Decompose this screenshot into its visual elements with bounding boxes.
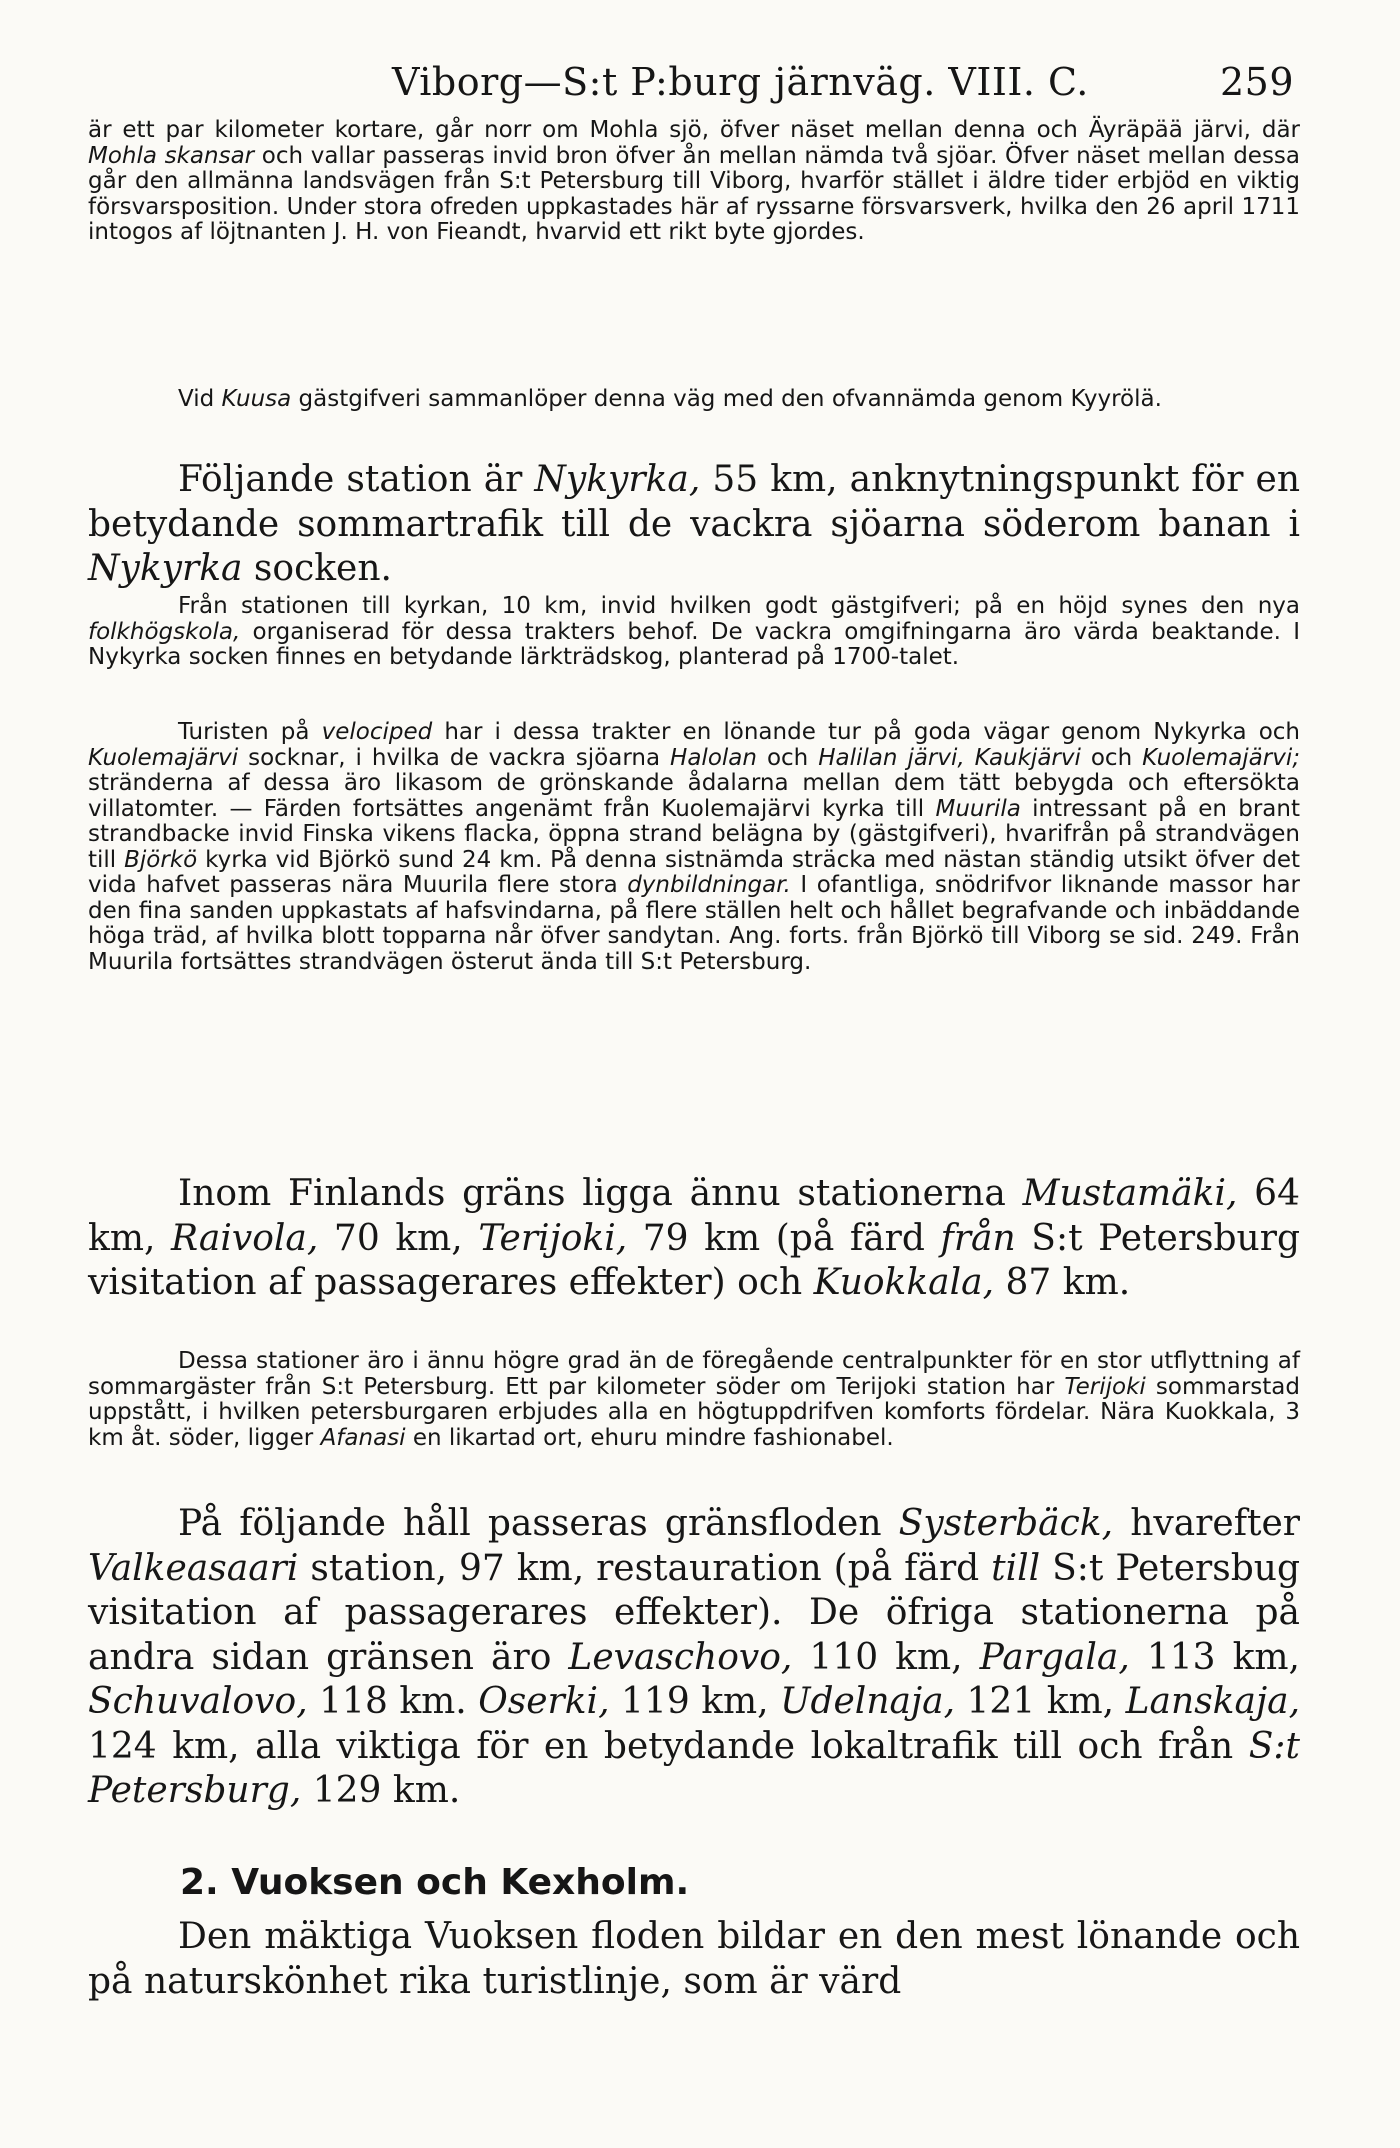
paragraph-border-stations: Inom Finlands gräns ligga ännu stationerna Mustamäki, 64 km, Raivola, 70 km, Terijoki, 79 km (på färd från S:t Petersburg visitation af passagerares effekter) och Kuokkala, 87 km. — [88, 1173, 1300, 1303]
place-name: Nykyrka — [88, 548, 243, 589]
emphasis: folkhögskola, — [88, 618, 241, 645]
paragraph-kuusa: Vid Kuusa gästgifveri sammanlöper denna väg med den ofvannämda genom Kyyrölä. — [178, 386, 1162, 412]
place-name: Nykyrka, — [534, 459, 701, 500]
place-name: Mohla skansar — [88, 142, 255, 169]
paragraph-systerback: På följande håll passeras gränsfloden Systerbäck, hvarefter Valkeasaari station, 97 km, restauration (på färd till S:t Petersbug visitation af passagerares effekter). De öfriga stationerna på andra sidan gränsen äro Levaschovo, 110 km, Pargala, 113 km, Schuvalovo, 118 km. Oserki, 119 km, Udelnaja, 121 km, Lanskaja, 124 km, alla viktiga för en betydande lokaltrafik till och från S:t Petersburg, 129 km. — [88, 1503, 1301, 1811]
paragraph-nykyrka-church: Från stationen till kyrkan, 10 km, invid hvilken godt gästgifveri; på en höjd synes den nya folkhögskola, organiserad för dessa trakters behof. De vackra omgifningarna äro värda beaktande. I Nykyrka socken finnes en betydande lärkträdskog, planterad på 1700-talet. — [88, 593, 1300, 670]
section-heading: 2. Vuoksen och Kexholm. — [180, 1862, 690, 1903]
paragraph-nykyrka-station: Följande station är Nykyrka, 55 km, anknytningspunkt för en betydande sommartrafik till de vackra sjöarna söderom banan i Nykyrka socken. — [88, 459, 1300, 589]
running-title: Viborg—S:t P:burg järnväg. VIII. C. — [392, 60, 1089, 104]
paragraph-cycling-tour: Turisten på velociped har i dessa trakter en lönande tur på goda vägar genom Nykyrka och Kuolemajärvi socknar, i hvilka de vackra sjöarna Halolan och Halilan järvi, Kaukjärvi och Kuolemajärvi; stränderna af dessa äro likasom de grönskande ådalarna mellan dem tätt bebygda och eftersökta villatomter. — Färden fortsättes angenämt från Kuolemajärvi kyrka till Muurila intressant på en brant strandbacke invid Finska vikens flacka, öppna strand belägna by (gästgifveri), hvarifrån på strandvägen till Björkö kyrka vid Björkö sund 24 km. På denna sistnämda sträcka med nästan ständig utsikt öfver det vida hafvet passeras nära Muurila flere stora dynbildningar. I ofantliga, snödrifvor liknande massor har den fina sanden uppkastats af hafsvindarna, på flere ställen helt och hållet begrafvande och inbäddande höga träd, af hvilka blott topparna når öfver sandytan. Ang. forts. från Björkö till Viborg se sid. 249. Från Muurila fortsättes strandvägen österut ända till S:t Petersburg. — [88, 719, 1301, 975]
page-number: 259 — [1220, 60, 1295, 104]
paragraph-mohla: är ett par kilometer kortare, går norr om Mohla sjö, öfver näset mellan denna och Äyräpää järvi, där Mohla skansar och vallar passeras invid bron öfver ån mellan nämda två sjöar. Öfver näset mellan dessa går den allmänna landsvägen från S:t Petersburg till Viborg, hvarför stället i äldre tider erbjöd en viktig försvarsposition. Under stora ofreden uppkastades här af ryssarne försvarsverk, hvilka den 26 april 1711 intogos af löjtnanten J. H. von Fieandt, hvarvid ett rikt byte gjordes. — [88, 117, 1301, 245]
place-name: Kuusa — [221, 386, 292, 412]
paragraph-vuoksen: Den mäktiga Vuoksen floden bildar en den mest lönande och på naturskönhet rika turistlinje, som är värd — [88, 1916, 1300, 2002]
page-header — [392, 60, 1295, 104]
paragraph-summer-guests: Dessa stationer äro i ännu högre grad än de föregående centralpunkter för en stor utflyttning af sommargäster från S:t Petersburg. Ett par kilometer söder om Terijoki station har Terijoki sommarstad uppstått, i hvilken petersburgaren erbjudes alla en högtuppdrifven komforts fördelar. Nära Kuokkala, 3 km åt. söder, ligger Afanasi en likartad ort, ehuru mindre fashionabel. — [88, 1348, 1301, 1451]
